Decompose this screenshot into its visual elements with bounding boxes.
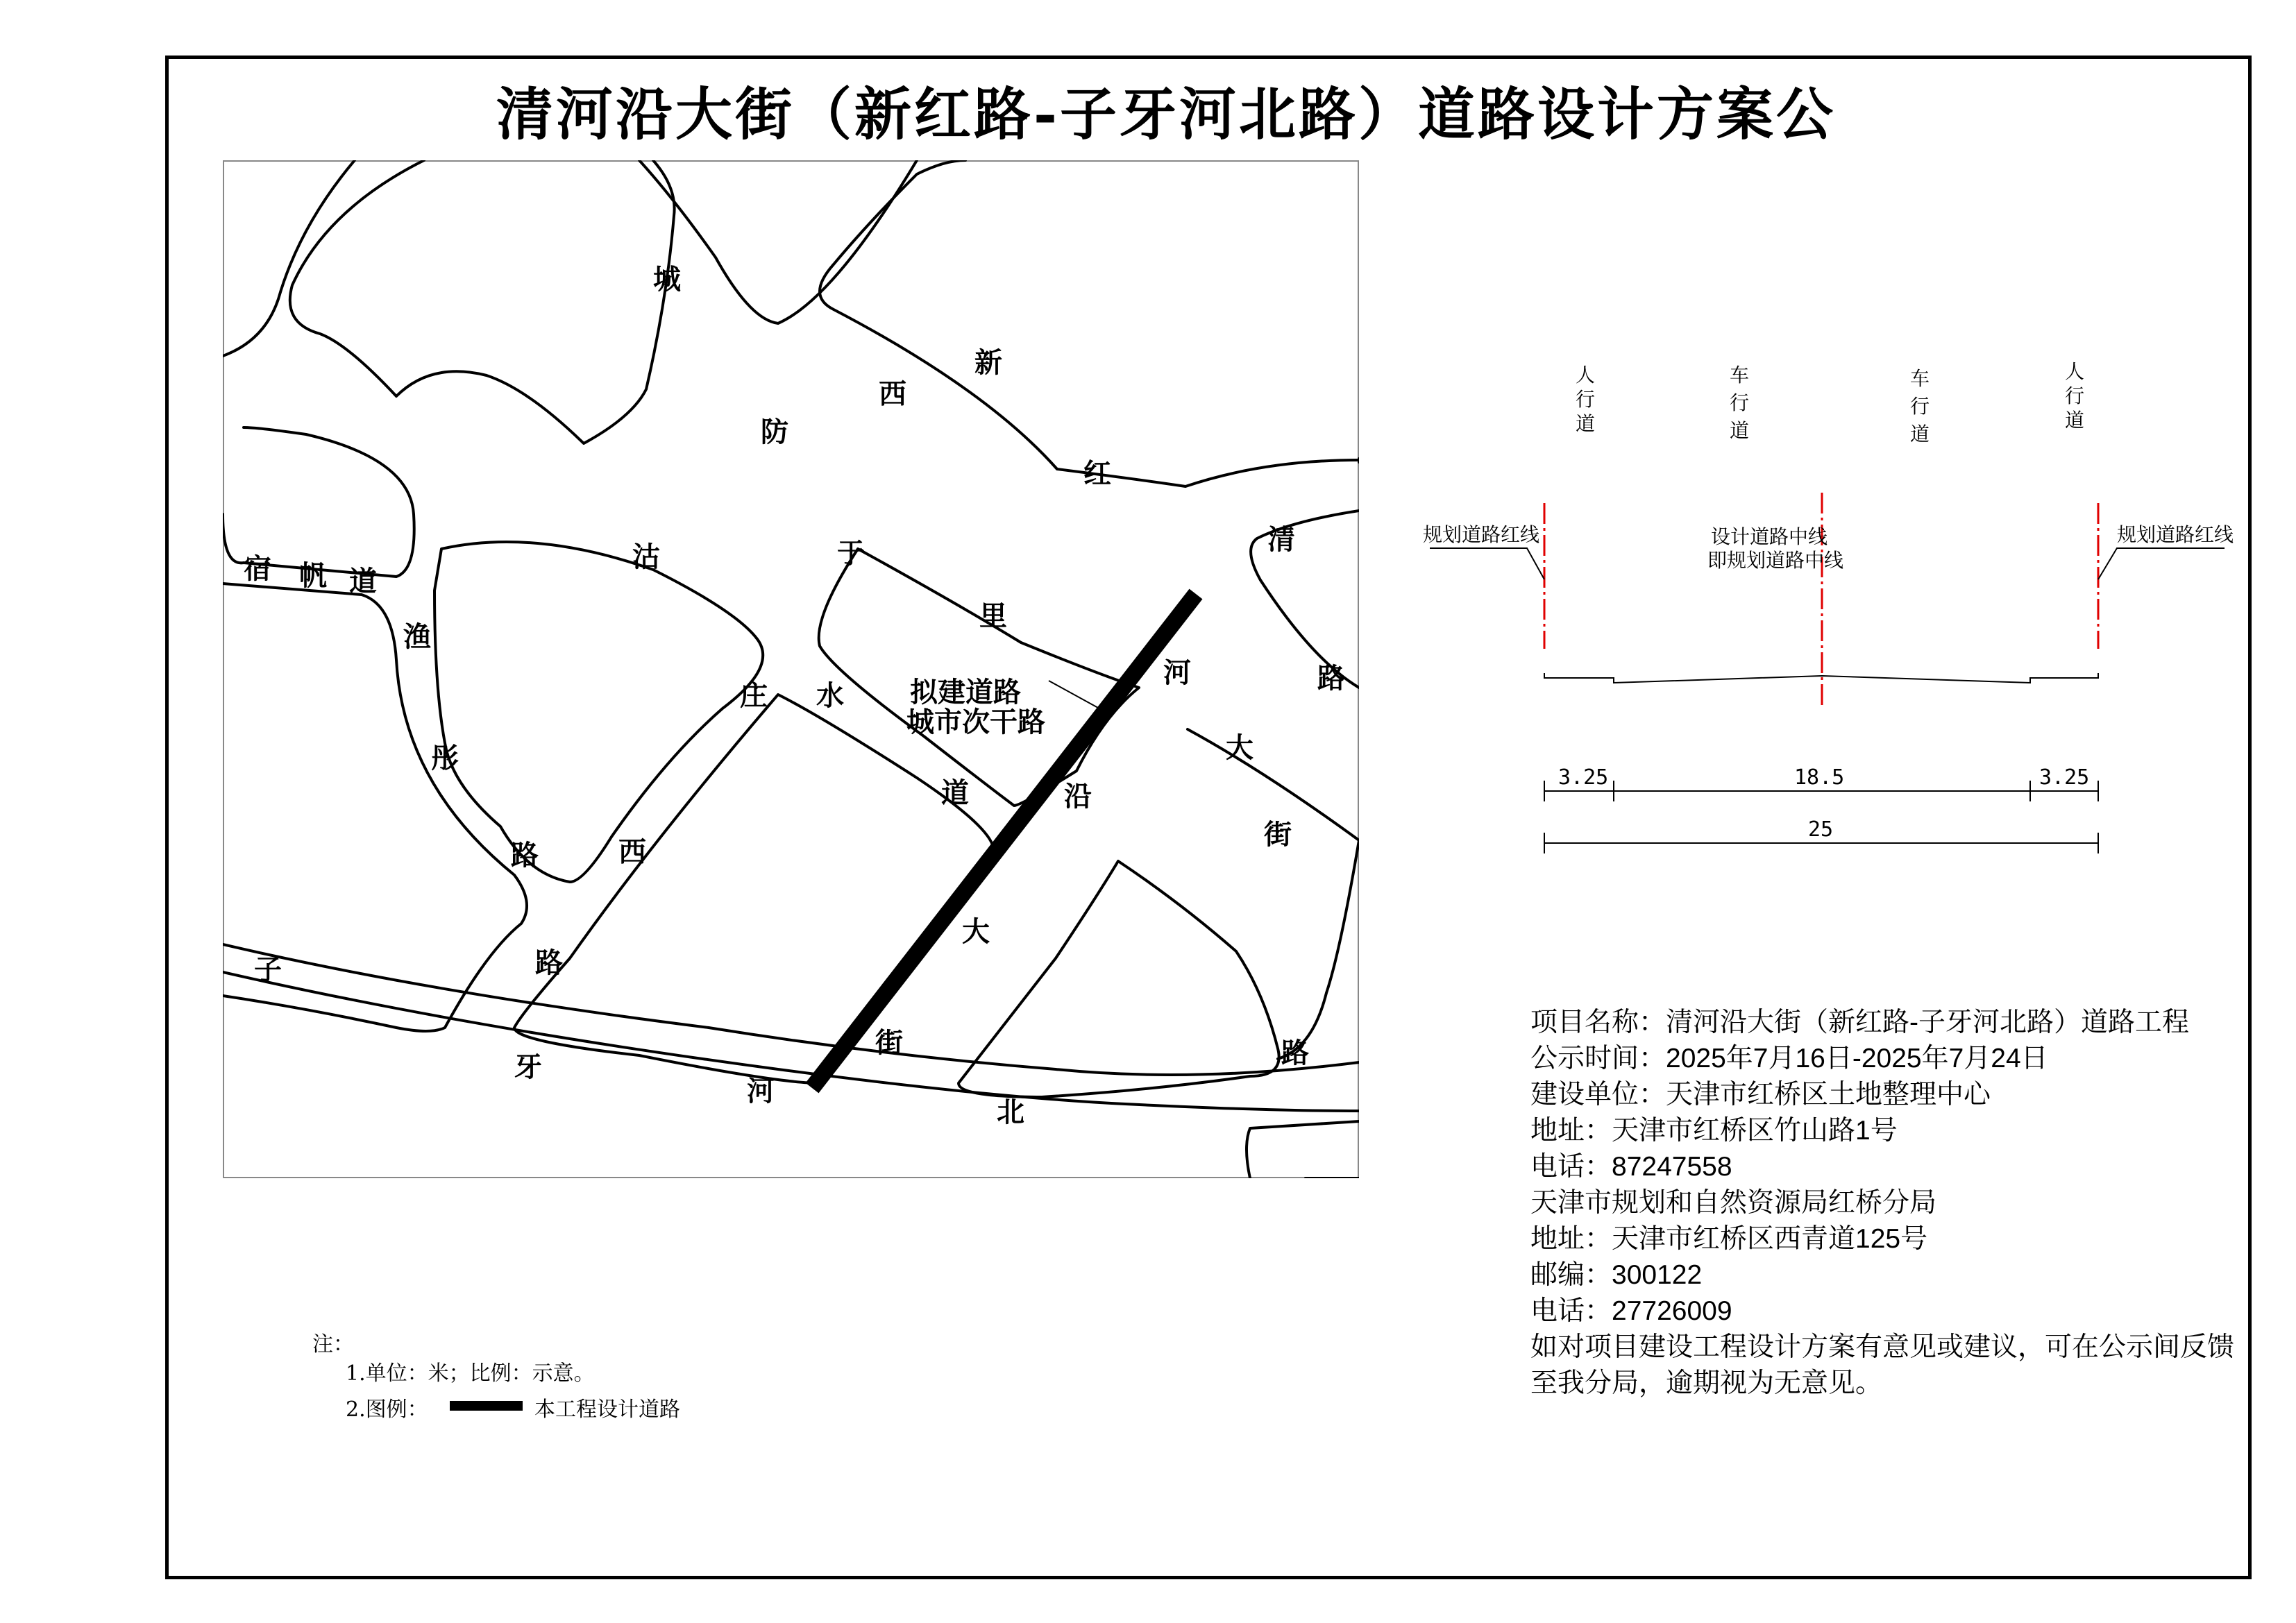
center-line-label-2: 即规划道路中线 bbox=[1707, 549, 1844, 572]
dim-total: 25 bbox=[1808, 817, 1834, 842]
road-label: 街 bbox=[875, 1026, 903, 1059]
road-label: 新 bbox=[974, 346, 1002, 379]
road-label: 里 bbox=[979, 600, 1007, 632]
lane-label: 人 bbox=[2065, 360, 2085, 383]
info-line: 电话：27726009 bbox=[1530, 1296, 1732, 1326]
info-line: 建设单位：天津市红桥区土地整理中心 bbox=[1530, 1080, 1991, 1110]
road-label: 路 bbox=[511, 839, 539, 872]
road-label: 河 bbox=[1163, 656, 1191, 689]
road-label: 子 bbox=[254, 953, 282, 986]
page-title: 清河沿大街（新红路-子牙河北路）道路设计方案公 bbox=[496, 81, 1837, 148]
road-label: 北 bbox=[997, 1096, 1024, 1128]
road-label: 路 bbox=[1281, 1037, 1309, 1069]
info-line: 至我分局，逾期视为无意见。 bbox=[1530, 1368, 1883, 1398]
lane-label: 道 bbox=[1910, 423, 1930, 445]
road-label: 河 bbox=[747, 1075, 775, 1107]
lane-label: 道 bbox=[1576, 412, 1596, 435]
road-label: 渔 bbox=[403, 620, 431, 653]
info-line: 电话：87247558 bbox=[1530, 1152, 1732, 1182]
lane-labels bbox=[1576, 360, 2084, 445]
lane-label: 车 bbox=[1730, 364, 1750, 386]
proposed-road-label-1: 拟建道路 bbox=[910, 676, 1021, 708]
lane-label: 车 bbox=[1910, 367, 1930, 390]
right-red-line-label: 规划道路红线 bbox=[2117, 523, 2234, 546]
lane-label: 人 bbox=[1576, 364, 1596, 386]
road-label: 沽 bbox=[632, 541, 660, 573]
road-label: 红 bbox=[1083, 457, 1111, 490]
info-line: 公示时间：2025年7月16日-2025年7月24日 bbox=[1530, 1044, 2048, 1073]
road-label: 路 bbox=[1317, 662, 1345, 695]
road-label: 防 bbox=[761, 416, 788, 448]
info-line: 天津市规划和自然资源局红桥分局 bbox=[1530, 1188, 1937, 1218]
road-label: 大 bbox=[962, 915, 990, 948]
proposed-road-label-2: 城市次干路 bbox=[906, 706, 1045, 738]
info-line: 地址：天津市红桥区竹山路1号 bbox=[1530, 1116, 1898, 1146]
road-label: 西 bbox=[618, 835, 646, 868]
lane-label: 行 bbox=[2065, 384, 2085, 407]
road-label: 沿 bbox=[1064, 780, 1092, 813]
info-line: 如对项目建设工程设计方案有意见或建议，可在公示间反馈 bbox=[1530, 1332, 2235, 1362]
info-line: 项目名称：清河沿大街（新红路-子牙河北路）道路工程 bbox=[1530, 1008, 2189, 1037]
road-label: 清 bbox=[1267, 523, 1295, 556]
road-label: 水 bbox=[816, 679, 844, 712]
lane-label: 道 bbox=[1730, 419, 1750, 442]
location-map bbox=[223, 160, 1359, 1178]
center-line-label-1: 设计道路中线 bbox=[1711, 525, 1828, 548]
road-label: 于 bbox=[837, 537, 865, 570]
road-label: 路 bbox=[535, 946, 563, 979]
road-label: 宿 bbox=[244, 552, 271, 585]
note-2-prefix: 2.图例： bbox=[346, 1397, 428, 1422]
info-line: 邮编：300122 bbox=[1530, 1260, 1703, 1290]
dim-right: 3.25 bbox=[2039, 765, 2090, 790]
road-cross-section bbox=[1402, 347, 2263, 874]
lane-label: 道 bbox=[2065, 409, 2085, 432]
road-label: 道 bbox=[941, 776, 969, 809]
road-label: 城 bbox=[653, 263, 681, 296]
road-label: 大 bbox=[1226, 731, 1253, 764]
left-red-line-label: 规划道路红线 bbox=[1423, 523, 1540, 546]
road-label: 庄 bbox=[740, 679, 768, 712]
dim-middle: 18.5 bbox=[1794, 765, 1845, 790]
road-label: 帆 bbox=[299, 559, 327, 592]
project-info bbox=[1530, 1005, 2238, 1402]
info-line: 地址：天津市红桥区西青道125号 bbox=[1530, 1224, 1928, 1254]
lane-label: 行 bbox=[1576, 388, 1596, 411]
notes-heading: 注： bbox=[312, 1332, 354, 1357]
lane-label: 行 bbox=[1910, 395, 1930, 418]
road-label: 道 bbox=[349, 565, 377, 597]
note-1: 1.单位：米；比例：示意。 bbox=[346, 1361, 595, 1386]
lane-label: 行 bbox=[1730, 391, 1750, 414]
dim-left: 3.25 bbox=[1558, 765, 1609, 790]
legend-label: 本工程设计道路 bbox=[534, 1397, 680, 1422]
road-label: 西 bbox=[879, 377, 906, 410]
road-label: 街 bbox=[1264, 818, 1292, 851]
road-label: 彤 bbox=[431, 742, 459, 774]
legend-swatch bbox=[450, 1401, 523, 1411]
road-label: 牙 bbox=[514, 1051, 542, 1083]
